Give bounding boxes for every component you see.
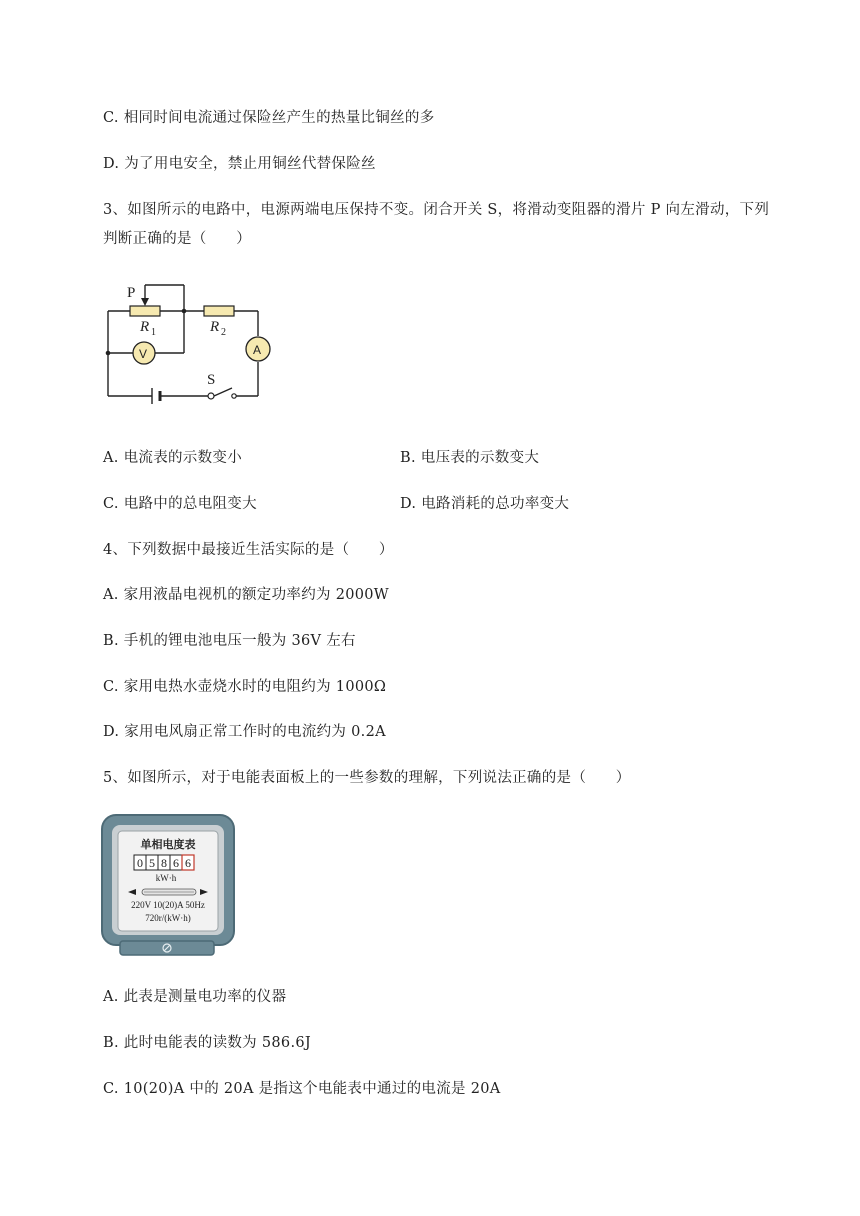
voltmeter-label: V xyxy=(139,347,148,361)
q3-option-d: D. 电路消耗的总功率变大 xyxy=(400,496,570,512)
ammeter-label: A xyxy=(253,343,262,357)
q3-option-a: A. 电流表的示数变小 xyxy=(103,450,242,466)
q4-option-b: B. 手机的锂电池电压一般为 36V 左右 xyxy=(103,633,356,649)
q5-option-b: B. 此时电能表的读数为 586.6J xyxy=(103,1035,312,1051)
label-r1-sub: 1 xyxy=(151,327,156,338)
meter-digit-2: 5 xyxy=(149,856,155,870)
q2-option-d: D. 为了用电安全，禁止用铜丝代替保险丝 xyxy=(103,156,376,172)
q5-option-c: C. 10(20)A 中的 20A 是指这个电能表中通过的电流是 20A xyxy=(103,1081,501,1097)
label-s: S xyxy=(207,372,216,388)
q3-stem-line1: 3、如图所示的电路中，电源两端电压保持不变。闭合开关 S，将滑动变阻器的滑片 P 向左滑动，下列 xyxy=(103,202,770,218)
q4-option-c: C. 家用电热水壶烧水时的电阻约为 1000Ω xyxy=(103,679,387,695)
q4-stem: 4、下列数据中最接近生活实际的是（ ） xyxy=(103,542,394,558)
q3-stem-line2: 判断正确的是（ ） xyxy=(103,231,251,247)
meter-title: 单相电度表 xyxy=(140,838,196,851)
meter-spec-1: 220V 10(20)A 50Hz xyxy=(131,900,205,910)
circuit-diagram xyxy=(100,278,280,413)
q4-option-a: A. 家用液晶电视机的额定功率约为 2000W xyxy=(103,587,390,603)
label-r1: R xyxy=(140,319,150,335)
electric-meter xyxy=(100,813,236,961)
q3-option-b: B. 电压表的示数变大 xyxy=(400,450,540,466)
meter-digit-4: 6 xyxy=(173,856,179,870)
meter-digit-5: 6 xyxy=(185,856,191,870)
label-r2: R xyxy=(210,319,220,335)
q5-stem: 5、如图所示，对于电能表面板上的一些参数的理解，下列说法正确的是（ ） xyxy=(103,770,631,786)
meter-digit-1: 0 xyxy=(137,856,143,870)
meter-spec-2: 720r/(kW·h) xyxy=(145,913,191,923)
q3-option-c: C. 电路中的总电阻变大 xyxy=(103,496,257,512)
meter-digit-3: 8 xyxy=(161,856,167,870)
q5-option-a: A. 此表是测量电功率的仪器 xyxy=(103,989,287,1005)
q2-option-c: C. 相同时间电流通过保险丝产生的热量比铜丝的多 xyxy=(103,110,435,126)
meter-unit: kW·h xyxy=(155,873,177,883)
q4-option-d: D. 家用电风扇正常工作时的电流约为 0.2A xyxy=(103,724,386,740)
label-p: P xyxy=(127,285,136,301)
label-r2-sub: 2 xyxy=(221,327,226,338)
